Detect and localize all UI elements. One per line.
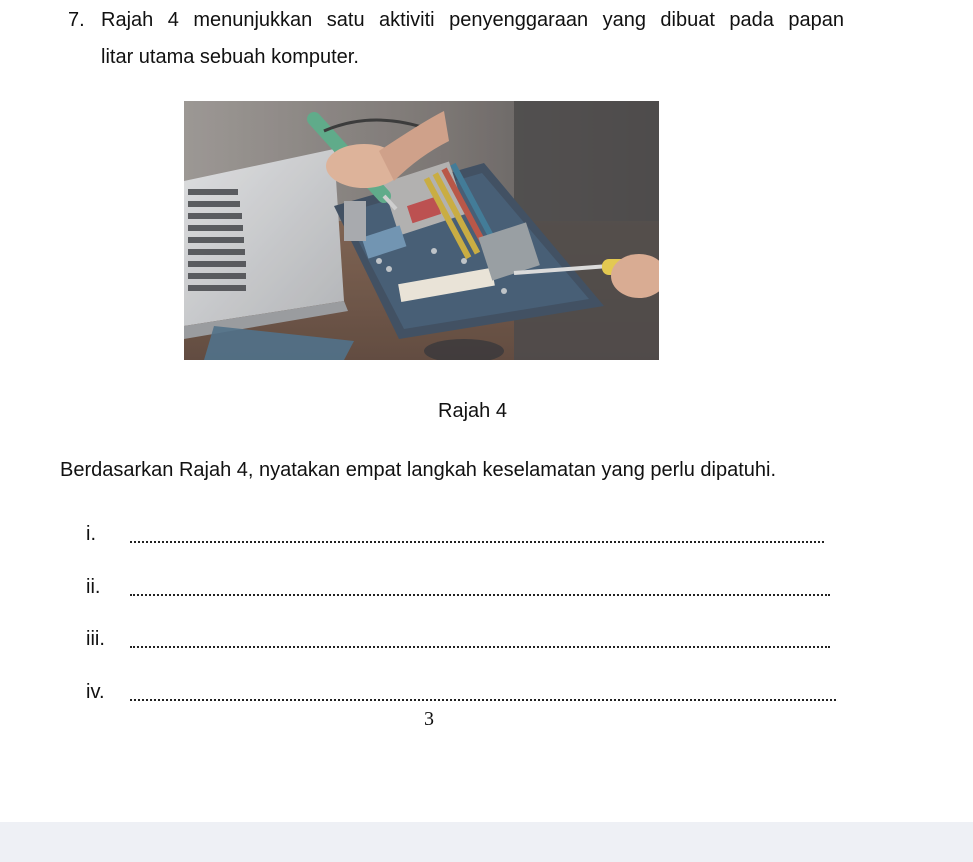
figure-caption: Rajah 4 [438, 400, 507, 422]
answer-line-3[interactable] [86, 626, 830, 652]
question-instruction: Berdasarkan Rajah 4, nyatakan empat langkah keselamatan yang perlu dipatuhi. [60, 459, 777, 481]
answer-line-1[interactable] [86, 521, 824, 547]
answer-label: iii. [86, 628, 105, 650]
dotted-answer-space[interactable] [130, 683, 836, 701]
question-number: 7. [68, 9, 85, 31]
dotted-answer-space[interactable] [130, 578, 830, 596]
dotted-answer-space[interactable] [130, 525, 824, 543]
question-text-line1: Rajah 4 menunjukkan satu aktiviti penyenggaraan yang dibuat pada papan [101, 9, 844, 31]
question-text-line2: litar utama sebuah komputer. [101, 46, 359, 68]
motherboard-repair-photo [184, 101, 659, 360]
viewer-bottom-bar [0, 822, 973, 862]
answer-label: i. [86, 523, 96, 545]
answer-line-2[interactable] [86, 574, 830, 600]
answer-line-4[interactable] [86, 679, 836, 705]
answer-label: iv. [86, 681, 105, 703]
dotted-answer-space[interactable] [130, 630, 830, 648]
page-number: 3 [424, 708, 434, 730]
answer-label: ii. [86, 576, 101, 598]
photo-illustration [184, 101, 659, 360]
